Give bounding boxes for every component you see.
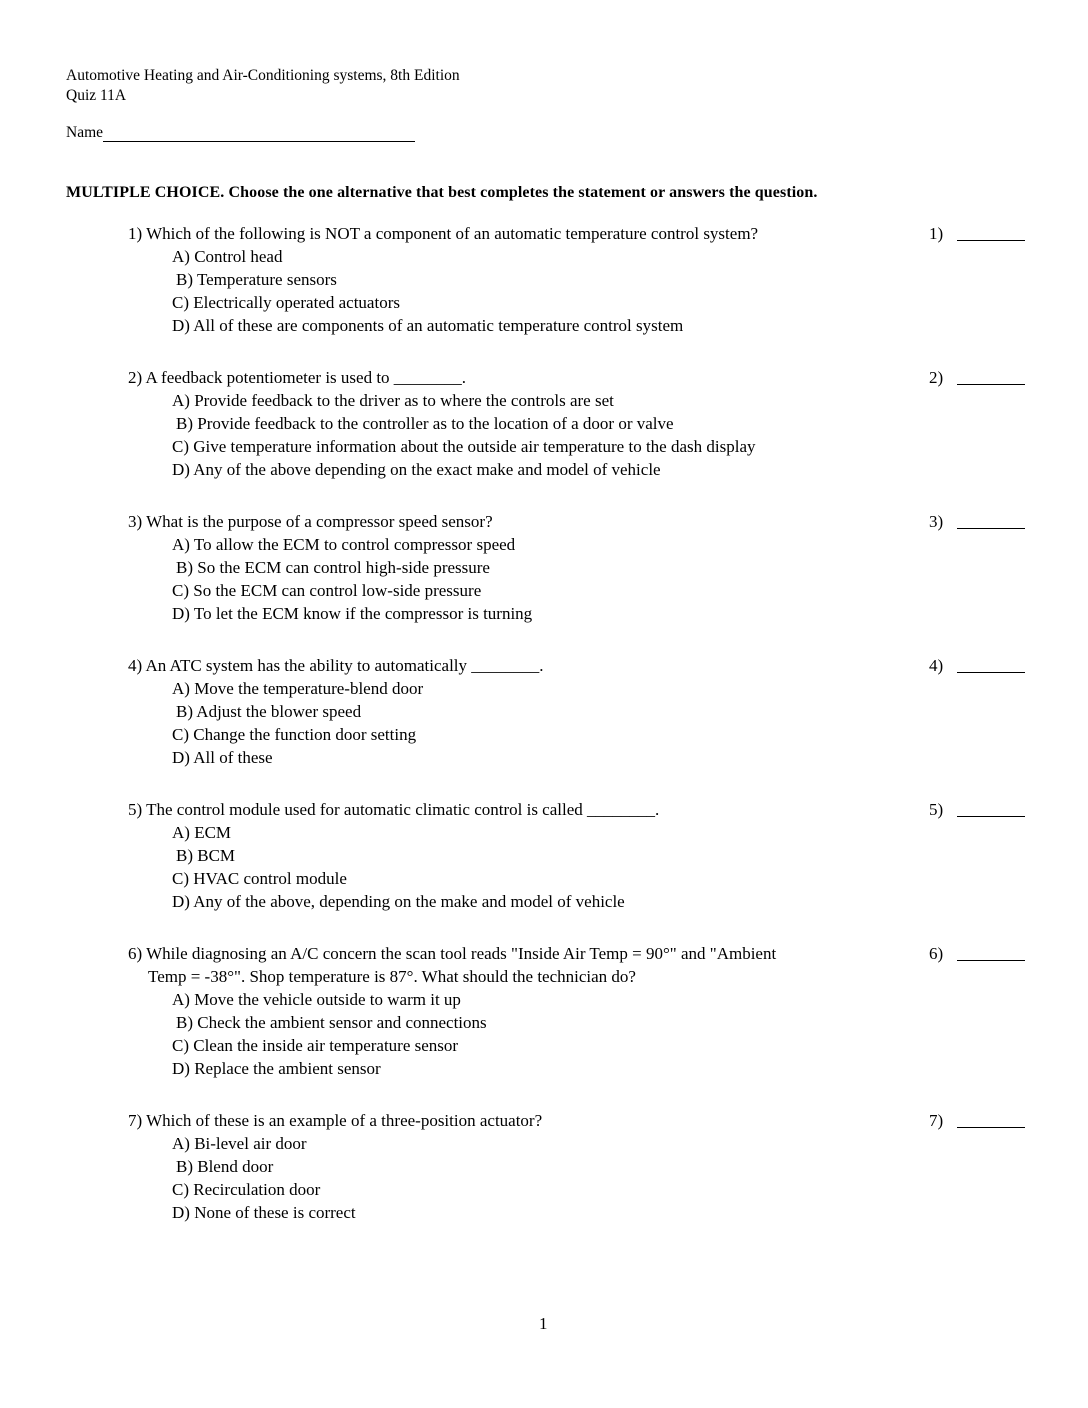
answer-option: A) Move the temperature-blend door [172,679,424,698]
answer-option: A) Control head [172,247,283,266]
name-field [66,124,415,142]
quiz-label: Quiz 11A [66,87,127,104]
answer-option: D) All of these [172,748,273,767]
answer-blank [957,1127,1025,1128]
answer-option: B) Blend door [176,1157,274,1176]
answer-option: A) Provide feedback to the driver as to where the controls are set [172,391,614,410]
question [128,366,1028,481]
answer-option: A) Move the vehicle outside to warm it up [172,990,461,1009]
question-text-line: 1) Which of the following is NOT a component of an automatic temperature control system? [128,224,759,243]
question-text [128,798,918,821]
answer-blank [957,816,1025,817]
answer-number: 5) [929,800,944,819]
name-label: Name [66,124,104,141]
answer-option: B) Provide feedback to the controller as to the location of a door or valve [176,414,674,433]
question-text [128,942,918,988]
answer-option: C) Recirculation door [172,1180,321,1199]
answer-option: B) So the ECM can control high-side pressure [176,558,490,577]
question [128,222,1028,337]
answer-option: D) Any of the above, depending on the make and model of vehicle [172,892,625,911]
question-text-line: 2) A feedback potentiometer is used to ________. [128,368,467,387]
answer-option: C) So the ECM can control low-side pressure [172,581,482,600]
answer-option: C) HVAC control module [172,869,347,888]
answer-blank [957,960,1025,961]
answer-number: 3) [929,512,944,531]
answer-option: B) Check the ambient sensor and connections [176,1013,487,1032]
answer-blank [957,240,1025,241]
answer-option: C) Clean the inside air temperature sensor [172,1036,459,1055]
question-text-line: 3) What is the purpose of a compressor speed sensor? [128,512,493,531]
answer-option: D) All of these are components of an automatic temperature control system [172,316,684,335]
instructions: MULTIPLE CHOICE. Choose the one alternative that best completes the statement or answers the question. [66,184,818,201]
question-list [128,222,1028,1253]
answer-number: 7) [929,1111,944,1130]
answer-option: D) Replace the ambient sensor [172,1059,381,1078]
answer-option: C) Change the function door setting [172,725,417,744]
question-text-line: Temp = -38°". Shop temperature is 87°. What should the technician do? [148,967,636,986]
document-title: Automotive Heating and Air-Conditioning systems, 8th Edition [66,67,460,84]
question-text-line: 4) An ATC system has the ability to automatically ________. [128,656,544,675]
answer-number: 2) [929,368,944,387]
question-text-line: 7) Which of these is an example of a three-position actuator? [128,1111,543,1130]
answer-number: 6) [929,944,944,963]
answer-option: A) ECM [172,823,232,842]
question-text [128,1109,918,1132]
answer-number: 4) [929,656,944,675]
answer-option: D) To let the ECM know if the compressor is turning [172,604,533,623]
answer-number: 1) [929,224,944,243]
question-text [128,654,918,677]
question-text [128,222,918,245]
question-text [128,510,918,533]
answer-blank [957,672,1025,673]
answer-blank [957,528,1025,529]
question-text-line: 5) The control module used for automatic climatic control is called ________. [128,800,660,819]
answer-option: B) BCM [176,846,236,865]
answer-option: D) Any of the above depending on the exact make and model of vehicle [172,460,661,479]
answer-option: A) To allow the ECM to control compressor speed [172,535,516,554]
name-blank-line [103,124,415,142]
answer-option: C) Electrically operated actuators [172,293,400,312]
question-text-line: 6) While diagnosing an A/C concern the scan tool reads "Inside Air Temp = 90°" and "Ambient [128,944,777,963]
answer-option: B) Temperature sensors [176,270,337,289]
answer-option: C) Give temperature information about the outside air temperature to the dash display [172,437,756,456]
question [128,942,1028,1080]
answer-option: A) Bi-level air door [172,1134,307,1153]
answer-option: D) None of these is correct [172,1203,356,1222]
question [128,654,1028,769]
question [128,1109,1028,1224]
question [128,510,1028,625]
answer-blank [957,384,1025,385]
answer-option: B) Adjust the blower speed [176,702,362,721]
question-text [128,366,918,389]
page-number: 1 [539,1314,548,1333]
question [128,798,1028,913]
